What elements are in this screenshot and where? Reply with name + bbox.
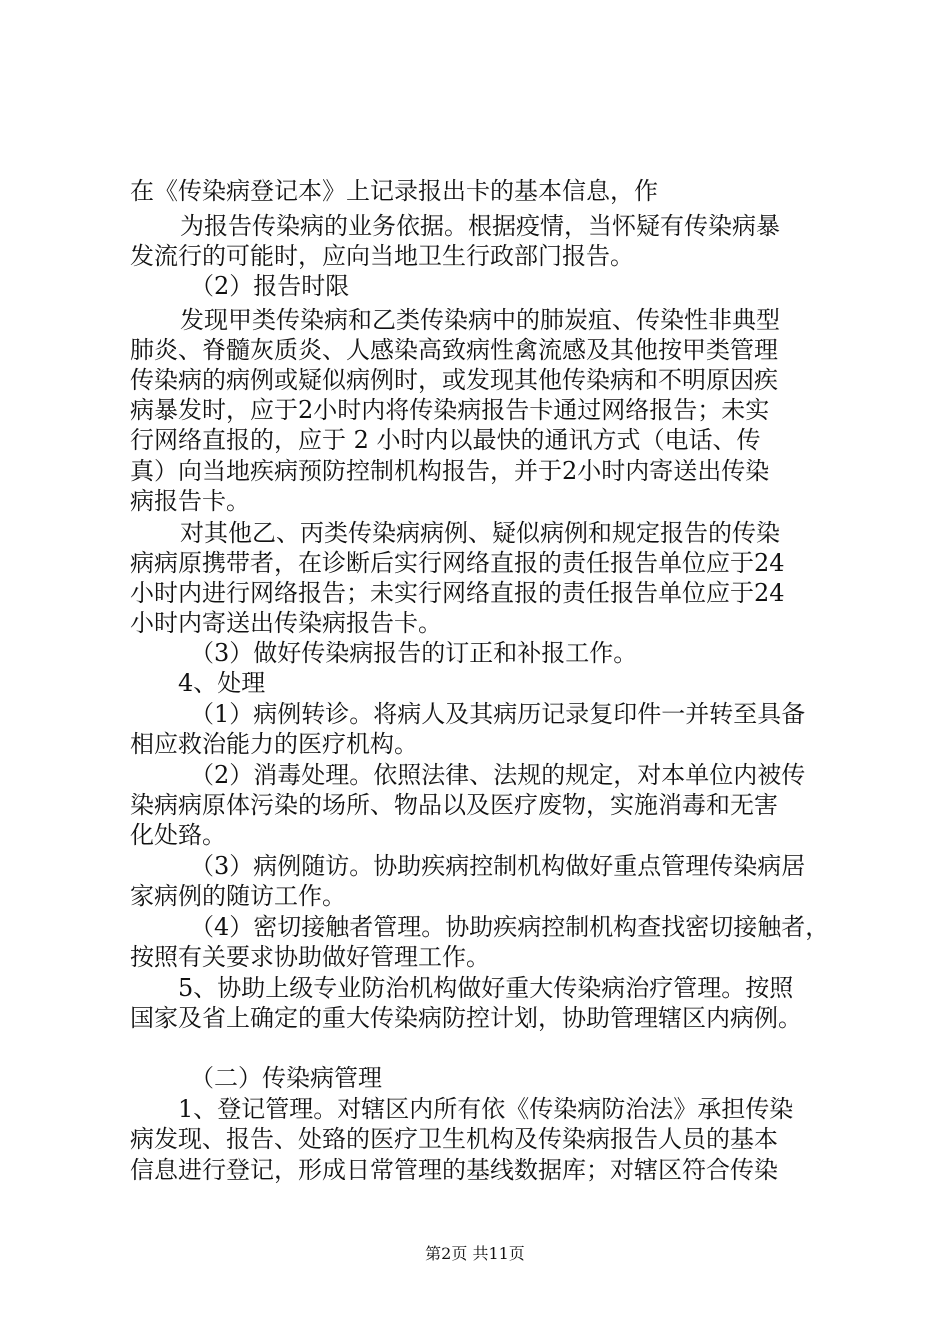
body-line: 信息进行登记，形成日常管理的基线数据库；对辖区符合传染 [130, 1156, 778, 1184]
body-line: 发流行的可能时，应向当地卫生行政部门报告。 [130, 242, 634, 270]
body-line: 国家及省上确定的重大传染病防控计划，协助管理辖区内病例。 [130, 1004, 802, 1032]
section-heading: （二）传染病管理 [190, 1064, 382, 1092]
body-line: 按照有关要求协助做好管理工作。 [130, 943, 490, 971]
page-number-footer: 第2页 共11页 [425, 1244, 525, 1263]
body-line: 肺炎、脊髓灰质炎、人感染高致病性禽流感及其他按甲类管理 [130, 336, 778, 364]
body-line: 传染病的病例或疑似病例时，或发现其他传染病和不明原因疾 [130, 366, 778, 394]
body-line: 病病原携带者，在诊断后实行网络直报的责任报告单位应于24 [130, 549, 785, 577]
body-line: 染病病原体污染的场所、物品以及医疗废物，实施消毒和无害 [130, 791, 778, 819]
body-line: 对其他乙、丙类传染病病例、疑似病例和规定报告的传染 [180, 519, 780, 547]
body-line: 小时内进行网络报告；未实行网络直报的责任报告单位应于24 [130, 579, 785, 607]
body-line: 病报告卡。 [130, 487, 250, 515]
body-line: 为报告传染病的业务依据。根据疫情，当怀疑有传染病暴 [180, 212, 780, 240]
body-line: 化处臵。 [130, 821, 226, 849]
body-line: 行网络直报的，应于 2 小时内以最快的通讯方式（电话、传 [130, 426, 761, 454]
body-line: （2）消毒处理。依照法律、法规的规定，对本单位内被传 [190, 761, 806, 789]
body-line: 病暴发时，应于2小时内将传染病报告卡通过网络报告；未实 [130, 396, 770, 424]
body-line: 病发现、报告、处臵的医疗卫生机构及传染病报告人员的基本 [130, 1125, 778, 1153]
body-line: 相应救治能力的医疗机构。 [130, 730, 418, 758]
body-line: （3）做好传染病报告的订正和补报工作。 [190, 639, 638, 667]
body-line: 1、登记管理。对辖区内所有依《传染病防治法》承担传染 [178, 1095, 794, 1123]
body-line: （3）病例随访。协助疾病控制机构做好重点管理传染病居 [190, 852, 806, 880]
body-line: 家病例的随访工作。 [130, 882, 346, 910]
body-line: （4）密切接触者管理。协助疾病控制机构查找密切接触者， [190, 913, 830, 941]
body-line: 在《传染病登记本》上记录报出卡的基本信息，作 [130, 177, 658, 205]
section-heading: 4、处理 [178, 669, 266, 697]
body-line: 小时内寄送出传染病报告卡。 [130, 609, 442, 637]
body-line: 真）向当地疾病预防控制机构报告，并于2小时内寄送出传染 [130, 457, 770, 485]
body-line: （1）病例转诊。将病人及其病历记录复印件一并转至具备 [190, 700, 806, 728]
body-line: 5、协助上级专业防治机构做好重大传染病治疗管理。按照 [178, 974, 794, 1002]
section-heading: （2）报告时限 [190, 272, 350, 300]
body-line: 发现甲类传染病和乙类传染病中的肺炭疽、传染性非典型 [180, 306, 780, 334]
